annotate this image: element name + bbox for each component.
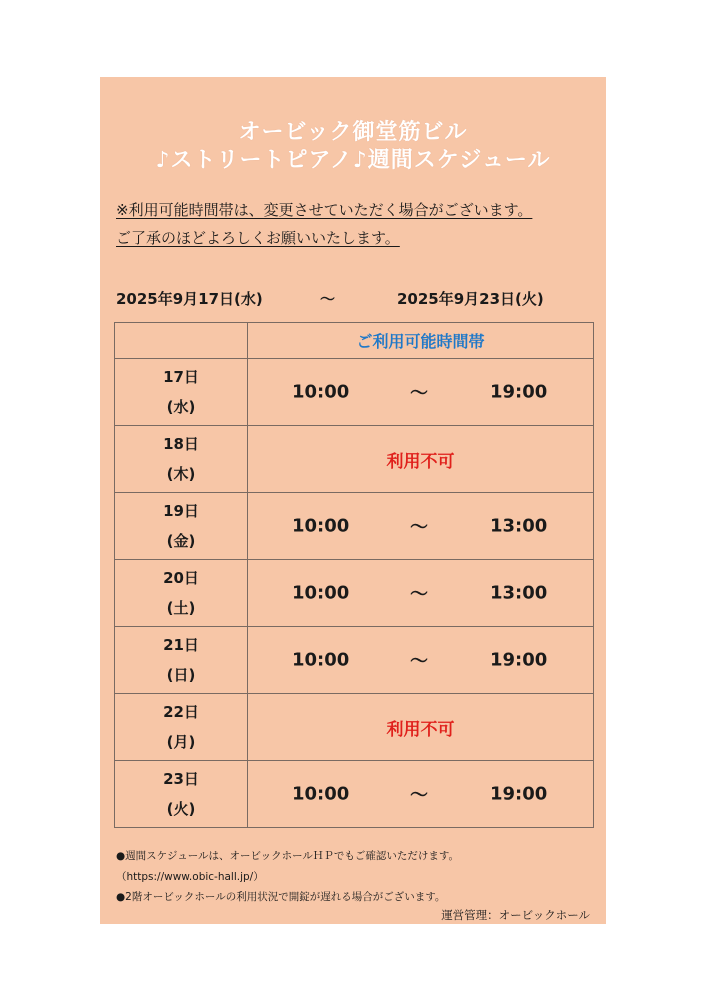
table-row	[115, 359, 594, 426]
day-number: 20日	[163, 569, 199, 587]
time-separator: ～	[410, 584, 428, 605]
time-cell	[248, 560, 594, 627]
day-cell	[115, 493, 248, 560]
time-separator: ～	[410, 651, 428, 672]
time-cell	[248, 627, 594, 694]
footer-note-website: ●週間スケジュールは、オービックホールＨＰでもご確認いただけます。	[116, 850, 460, 862]
weekday: (水)	[166, 398, 196, 416]
schedule-sheet	[100, 77, 606, 924]
day-number: 22日	[163, 703, 199, 721]
period-start: 2025年9月17日(水)	[116, 290, 263, 308]
time-separator: ～	[410, 383, 428, 404]
page-title: オービック御堂筋ビル	[238, 120, 468, 145]
footer-url: （https://www.obic-hall.jp/）	[116, 871, 264, 883]
table-row	[115, 560, 594, 627]
management-credit: 運営管理：オービックホール	[441, 908, 590, 922]
day-cell	[115, 694, 248, 761]
page-subtitle: ♪ストリートピアノ♪週間スケジュール	[155, 148, 551, 173]
notice-line-1: ※利用可能時間帯は、変更させていただく場合がございます。	[116, 201, 533, 219]
start-time: 10:00	[292, 381, 350, 403]
day-cell	[115, 426, 248, 493]
table-header-row	[115, 323, 594, 359]
table-row	[115, 761, 594, 828]
time-cell	[248, 493, 594, 560]
day-cell	[115, 560, 248, 627]
day-cell	[115, 359, 248, 426]
period-separator: ～	[320, 290, 336, 308]
unavailable-status: 利用不可	[248, 426, 594, 493]
end-time: 13:00	[490, 582, 548, 604]
period-end: 2025年9月23日(火)	[397, 290, 544, 308]
start-time: 10:00	[292, 783, 350, 805]
end-time: 19:00	[490, 381, 548, 403]
notice-line-2: ご了承のほどよろしくお願いいたします。	[116, 229, 400, 247]
start-time: 10:00	[292, 515, 350, 537]
time-cell	[248, 359, 594, 426]
time-separator: ～	[410, 517, 428, 538]
day-number: 19日	[163, 502, 199, 520]
time-separator: ～	[410, 785, 428, 806]
weekday: (月)	[166, 733, 196, 751]
day-number: 21日	[163, 636, 199, 654]
weekday: (土)	[166, 599, 196, 617]
table-row	[115, 627, 594, 694]
end-time: 19:00	[490, 649, 548, 671]
table-row	[115, 493, 594, 560]
footer-note-unlock: ●2階オービックホールの利用状況で開錠が遅れる場合がございます。	[116, 891, 446, 903]
schedule-table	[114, 322, 594, 828]
header-available-hours: ご利用可能時間帯	[248, 323, 594, 359]
start-time: 10:00	[292, 649, 350, 671]
day-number: 23日	[163, 770, 199, 788]
weekday: (火)	[166, 800, 196, 818]
table-row	[115, 694, 594, 761]
end-time: 19:00	[490, 783, 548, 805]
header-day-cell	[115, 323, 248, 359]
start-time: 10:00	[292, 582, 350, 604]
weekday: (金)	[166, 532, 196, 550]
weekday: (日)	[166, 666, 196, 684]
unavailable-status: 利用不可	[248, 694, 594, 761]
end-time: 13:00	[490, 515, 548, 537]
day-cell	[115, 761, 248, 828]
day-number: 17日	[163, 368, 199, 386]
weekday: (木)	[166, 465, 196, 483]
time-cell	[248, 761, 594, 828]
day-cell	[115, 627, 248, 694]
table-row	[115, 426, 594, 493]
day-number: 18日	[163, 435, 199, 453]
